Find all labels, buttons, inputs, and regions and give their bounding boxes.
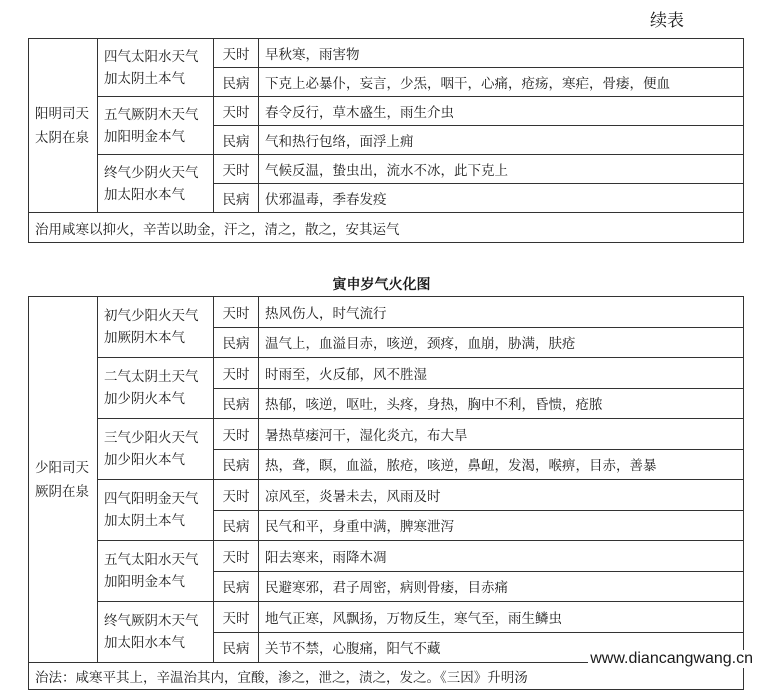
description-cell: 凉风至，炎暑未去，风雨及时 bbox=[259, 480, 744, 511]
category-cell: 天时 bbox=[214, 155, 259, 184]
description-cell: 热风伤人，时气流行 bbox=[259, 297, 744, 328]
sitian-zaiquan-line: 阳明司天 bbox=[35, 105, 89, 122]
sitian-zaiquan-cell bbox=[29, 39, 98, 213]
category-cell: 民病 bbox=[214, 571, 259, 602]
description-cell: 阳去寒来，雨降木凋 bbox=[259, 541, 744, 572]
category-cell: 天时 bbox=[214, 358, 259, 389]
description-cell: 热郁，咳逆，呕吐，头疼，身热，胸中不利，昏愦，疮脓 bbox=[259, 388, 744, 419]
description-cell: 民避寒邪，君子周密，病则骨痿，目赤痛 bbox=[259, 571, 744, 602]
qi-stage-line: 三气少阳火天气 bbox=[104, 430, 199, 446]
table-row bbox=[29, 419, 744, 450]
description-cell: 早秋寒，雨害物 bbox=[259, 39, 744, 68]
description-cell: 热，聋，瞑，血溢，脓疮，咳逆，鼻衄，发渴，喉痹，目赤，善暴 bbox=[259, 449, 744, 480]
table-shaoyang bbox=[28, 296, 744, 690]
qi-stage-line: 初气少阳火天气 bbox=[104, 308, 199, 324]
description-cell: 温气上，血溢目赤，咳逆，颈疼，血崩，胁满，肤疮 bbox=[259, 327, 744, 358]
sitian-zaiquan-line: 少阳司天 bbox=[35, 459, 89, 476]
table-row bbox=[29, 358, 744, 389]
qi-stage-cell bbox=[98, 541, 214, 602]
qi-stage-cell bbox=[98, 358, 214, 419]
category-cell: 天时 bbox=[214, 97, 259, 126]
treatment-row bbox=[29, 213, 744, 243]
category-cell: 民病 bbox=[214, 126, 259, 155]
description-cell: 气候反温，蛰虫出，流水不冰，此下克上 bbox=[259, 155, 744, 184]
table-row bbox=[29, 39, 744, 68]
qi-stage-line: 终气厥阴木天气 bbox=[104, 613, 199, 629]
sitian-zaiquan-line: 厥阴在泉 bbox=[35, 483, 89, 500]
qi-stage-line: 加阳明金本气 bbox=[104, 574, 185, 590]
description-cell: 地气正寒，风飘扬，万物反生，寒气至，雨生鳞虫 bbox=[259, 602, 744, 633]
qi-stage-line: 四气太阳水天气 bbox=[104, 48, 199, 65]
qi-stage-line: 五气厥阴木天气 bbox=[104, 106, 199, 123]
qi-stage-line: 二气太阴土天气 bbox=[104, 369, 199, 385]
description-cell: 民气和平，身重中满，脾寒泄泻 bbox=[259, 510, 744, 541]
treatment-text: 治用咸寒以抑火，辛苦以助金，汗之，清之，散之，安其运气 bbox=[29, 213, 744, 243]
category-cell: 民病 bbox=[214, 388, 259, 419]
qi-stage-cell bbox=[98, 480, 214, 541]
table-row bbox=[29, 480, 744, 511]
qi-stage-line: 加太阳水本气 bbox=[104, 186, 185, 203]
category-cell: 天时 bbox=[214, 541, 259, 572]
qi-stage-line: 加太阴土本气 bbox=[104, 513, 185, 529]
category-cell: 民病 bbox=[214, 449, 259, 480]
table-row bbox=[29, 541, 744, 572]
category-cell: 天时 bbox=[214, 39, 259, 68]
description-cell: 伏邪温毒，季春发疫 bbox=[259, 184, 744, 213]
qi-stage-line: 终气少阴火天气 bbox=[104, 164, 199, 181]
table-row bbox=[29, 97, 744, 126]
description-cell: 春令反行，草木盛生，雨生介虫 bbox=[259, 97, 744, 126]
qi-stage-cell bbox=[98, 297, 214, 358]
category-cell: 天时 bbox=[214, 419, 259, 450]
watermark-url: www.diancangwang.cn bbox=[590, 650, 753, 667]
sitian-zaiquan-cell bbox=[29, 297, 98, 663]
category-cell: 民病 bbox=[214, 184, 259, 213]
qi-stage-cell bbox=[98, 155, 214, 213]
qi-stage-line: 加少阴火本气 bbox=[104, 391, 185, 407]
qi-stage-cell bbox=[98, 39, 214, 97]
table-row bbox=[29, 602, 744, 633]
description-cell: 时雨至，火反郁，风不胜湿 bbox=[259, 358, 744, 389]
continued-label: 续表 bbox=[650, 11, 684, 31]
qi-stage-line: 五气太阳水天气 bbox=[104, 552, 199, 568]
qi-stage-cell bbox=[98, 419, 214, 480]
qi-stage-line: 四气阳明金天气 bbox=[104, 491, 199, 507]
category-cell: 民病 bbox=[214, 327, 259, 358]
category-cell: 天时 bbox=[214, 480, 259, 511]
description-cell: 暑热草痿河干，湿化炎亢，布大旱 bbox=[259, 419, 744, 450]
qi-stage-cell bbox=[98, 97, 214, 155]
description-cell: 关节不禁，心腹痛，阳气不藏 bbox=[259, 632, 744, 663]
qi-stage-line: 加阳明金本气 bbox=[104, 128, 185, 145]
description-cell: 下克上必暴仆，妄言，少炁，咽干，心痛，疮疡，寒疟，骨痿，便血 bbox=[259, 68, 744, 97]
sitian-zaiquan-line: 太阴在泉 bbox=[35, 129, 89, 146]
qi-stage-cell bbox=[98, 602, 214, 663]
table-row bbox=[29, 297, 744, 328]
table-row bbox=[29, 155, 744, 184]
qi-stage-line: 加厥阴木本气 bbox=[104, 330, 185, 346]
category-cell: 民病 bbox=[214, 632, 259, 663]
qi-stage-line: 加少阳火本气 bbox=[104, 452, 185, 468]
category-cell: 民病 bbox=[214, 510, 259, 541]
category-cell: 民病 bbox=[214, 68, 259, 97]
treatment-text: 治法：咸寒平其上，辛温治其内，宜酸，渗之，泄之，渍之，发之。《三因》升明汤 bbox=[29, 663, 744, 690]
qi-stage-line: 加太阳水本气 bbox=[104, 635, 185, 651]
category-cell: 天时 bbox=[214, 297, 259, 328]
figure-title: 寅申岁气火化图 bbox=[332, 277, 431, 293]
category-cell: 天时 bbox=[214, 602, 259, 633]
description-cell: 气和热行包络，面浮上痈 bbox=[259, 126, 744, 155]
qi-stage-line: 加太阴土本气 bbox=[104, 70, 185, 87]
table-yangming bbox=[28, 38, 744, 243]
